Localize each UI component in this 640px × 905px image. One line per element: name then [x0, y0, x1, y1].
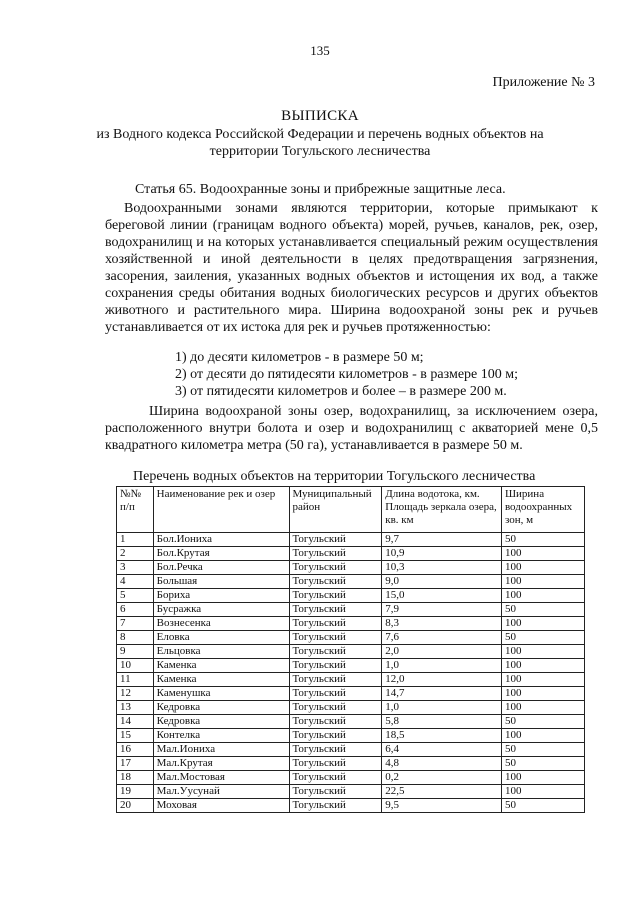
cell-length: 9,0	[382, 575, 502, 589]
header-width: Ширина водоохранных зон, м	[501, 487, 584, 533]
cell-name: Каменка	[153, 673, 289, 687]
cell-width: 50	[501, 799, 584, 813]
cell-district: Тогульский	[289, 785, 382, 799]
cell-name: Мал.Иониха	[153, 743, 289, 757]
cell-length: 0,2	[382, 771, 502, 785]
cell-number: 12	[117, 687, 154, 701]
water-objects-table	[116, 486, 585, 813]
cell-width: 50	[501, 715, 584, 729]
table-row	[117, 785, 585, 799]
cell-district: Тогульский	[289, 589, 382, 603]
cell-number: 11	[117, 673, 154, 687]
table-row	[117, 701, 585, 715]
cell-number: 4	[117, 575, 154, 589]
cell-number: 6	[117, 603, 154, 617]
cell-number: 19	[117, 785, 154, 799]
table-body	[117, 533, 585, 813]
cell-name: Бол.Речка	[153, 561, 289, 575]
cell-width: 100	[501, 547, 584, 561]
article-heading: Статья 65. Водоохранные зоны и прибрежные защитные леса.	[135, 182, 506, 197]
cell-width: 50	[501, 743, 584, 757]
table-row	[117, 771, 585, 785]
subtitle-line-1: из Водного кодекса Российской Федерации и перечень водных объектов на	[96, 127, 544, 142]
cell-length: 7,6	[382, 631, 502, 645]
cell-name: Мал.Крутая	[153, 757, 289, 771]
cell-number: 3	[117, 561, 154, 575]
cell-district: Тогульский	[289, 645, 382, 659]
cell-name: Большая	[153, 575, 289, 589]
header-number: №№ п/п	[117, 487, 154, 533]
cell-district: Тогульский	[289, 631, 382, 645]
page-number: 135	[310, 43, 330, 58]
cell-number: 2	[117, 547, 154, 561]
header-district: Муниципальный район	[289, 487, 382, 533]
cell-length: 9,5	[382, 799, 502, 813]
cell-number: 18	[117, 771, 154, 785]
cell-district: Тогульский	[289, 799, 382, 813]
cell-district: Тогульский	[289, 659, 382, 673]
cell-name: Кедровка	[153, 715, 289, 729]
table-row	[117, 673, 585, 687]
cell-width: 50	[501, 603, 584, 617]
cell-width: 100	[501, 729, 584, 743]
cell-length: 5,8	[382, 715, 502, 729]
table-row	[117, 561, 585, 575]
cell-width: 100	[501, 589, 584, 603]
cell-district: Тогульский	[289, 743, 382, 757]
cell-name: Моховая	[153, 799, 289, 813]
cell-name: Контелка	[153, 729, 289, 743]
cell-name: Каменка	[153, 659, 289, 673]
cell-length: 15,0	[382, 589, 502, 603]
cell-name: Каменушка	[153, 687, 289, 701]
cell-length: 8,3	[382, 617, 502, 631]
cell-number: 9	[117, 645, 154, 659]
subtitle-line-2: территории Тогульского лесничества	[209, 144, 431, 159]
table-row	[117, 659, 585, 673]
cell-length: 1,0	[382, 659, 502, 673]
cell-length: 1,0	[382, 701, 502, 715]
list-item: 1) до десяти километров - в размере 50 м;	[175, 350, 424, 365]
cell-number: 14	[117, 715, 154, 729]
cell-name: Вознесенка	[153, 617, 289, 631]
document-title: ВЫПИСКА	[281, 108, 359, 124]
cell-district: Тогульский	[289, 701, 382, 715]
table-row	[117, 687, 585, 701]
zone-width-list	[175, 349, 518, 400]
cell-district: Тогульский	[289, 561, 382, 575]
cell-district: Тогульский	[289, 687, 382, 701]
cell-number: 17	[117, 757, 154, 771]
cell-length: 14,7	[382, 687, 502, 701]
cell-name: Бол.Иониха	[153, 533, 289, 547]
cell-name: Кедровка	[153, 701, 289, 715]
cell-length: 2,0	[382, 645, 502, 659]
cell-number: 13	[117, 701, 154, 715]
cell-name: Еловка	[153, 631, 289, 645]
cell-district: Тогульский	[289, 533, 382, 547]
header-name: Наименование рек и озер	[153, 487, 289, 533]
cell-width: 50	[501, 757, 584, 771]
cell-width: 100	[501, 785, 584, 799]
cell-length: 10,9	[382, 547, 502, 561]
document-subtitle	[0, 126, 640, 160]
table-row	[117, 589, 585, 603]
cell-length: 6,4	[382, 743, 502, 757]
cell-district: Тогульский	[289, 729, 382, 743]
cell-width: 100	[501, 617, 584, 631]
cell-number: 5	[117, 589, 154, 603]
paragraph-lake-zones: Ширина водоохраной зоны озер, водохранилищ, за исключением озера, расположенного внутри болота и озер и водохранилищ с акваторией мене 0,5 квадратного километра метра (50 га), устанавливается в размере 50 м.	[105, 404, 598, 453]
table-row	[117, 603, 585, 617]
paragraph-water-protection-zones: Водоохранными зонами являются территории, которые примыкают к береговой линии (границам водного объекта) морей, ручьев, каналов, рек, озер, водохранилищ и на которых устанавливается специальный режим осуществления хозяйственной и иной деятельности в целях предотвращения загрязнения, засорения, заиления, указанных водных объектов и истощения их вод, а также сохранения среды обитания водных биологических ресурсов и других объектов животного и растительного мира. Ширина водоохраной зоны рек и ручьев устанавливается от их истока для рек и ручьев протяженностью:	[105, 201, 598, 335]
cell-length: 18,5	[382, 729, 502, 743]
table-row	[117, 743, 585, 757]
cell-width: 100	[501, 561, 584, 575]
table-row	[117, 575, 585, 589]
header-length: Длина водотока, км. Площадь зеркала озера, кв. км	[382, 487, 502, 533]
cell-width: 50	[501, 631, 584, 645]
table-header-row	[117, 487, 585, 533]
cell-name: Мал.Мостовая	[153, 771, 289, 785]
cell-length: 22,5	[382, 785, 502, 799]
cell-district: Тогульский	[289, 575, 382, 589]
cell-name: Бол.Крутая	[153, 547, 289, 561]
cell-district: Тогульский	[289, 757, 382, 771]
table-row	[117, 645, 585, 659]
table-row	[117, 617, 585, 631]
cell-number: 10	[117, 659, 154, 673]
cell-district: Тогульский	[289, 673, 382, 687]
cell-length: 7,9	[382, 603, 502, 617]
cell-length: 10,3	[382, 561, 502, 575]
table-row	[117, 757, 585, 771]
cell-name: Мал.Уусунай	[153, 785, 289, 799]
cell-number: 8	[117, 631, 154, 645]
cell-width: 50	[501, 533, 584, 547]
cell-number: 16	[117, 743, 154, 757]
cell-width: 100	[501, 771, 584, 785]
table-row	[117, 729, 585, 743]
table-row	[117, 631, 585, 645]
cell-length: 9,7	[382, 533, 502, 547]
cell-district: Тогульский	[289, 771, 382, 785]
list-item: 2) от десяти до пятидесяти километров - в размере 100 м;	[175, 367, 518, 382]
cell-number: 20	[117, 799, 154, 813]
table-row	[117, 533, 585, 547]
cell-name: Бориха	[153, 589, 289, 603]
cell-width: 100	[501, 659, 584, 673]
cell-number: 1	[117, 533, 154, 547]
cell-name: Ельцовка	[153, 645, 289, 659]
cell-length: 4,8	[382, 757, 502, 771]
cell-length: 12,0	[382, 673, 502, 687]
cell-width: 100	[501, 645, 584, 659]
appendix-label: Приложение № 3	[492, 75, 595, 90]
cell-width: 100	[501, 701, 584, 715]
list-item: 3) от пятидесяти километров и более – в размере 200 м.	[175, 384, 507, 399]
table-row	[117, 799, 585, 813]
cell-district: Тогульский	[289, 547, 382, 561]
cell-width: 100	[501, 687, 584, 701]
cell-width: 100	[501, 575, 584, 589]
table-row	[117, 715, 585, 729]
table-row	[117, 547, 585, 561]
cell-district: Тогульский	[289, 603, 382, 617]
cell-district: Тогульский	[289, 617, 382, 631]
cell-number: 7	[117, 617, 154, 631]
cell-width: 100	[501, 673, 584, 687]
cell-name: Бусражка	[153, 603, 289, 617]
cell-district: Тогульский	[289, 715, 382, 729]
table-caption: Перечень водных объектов на территории Тогульского лесничества	[133, 469, 536, 484]
cell-number: 15	[117, 729, 154, 743]
